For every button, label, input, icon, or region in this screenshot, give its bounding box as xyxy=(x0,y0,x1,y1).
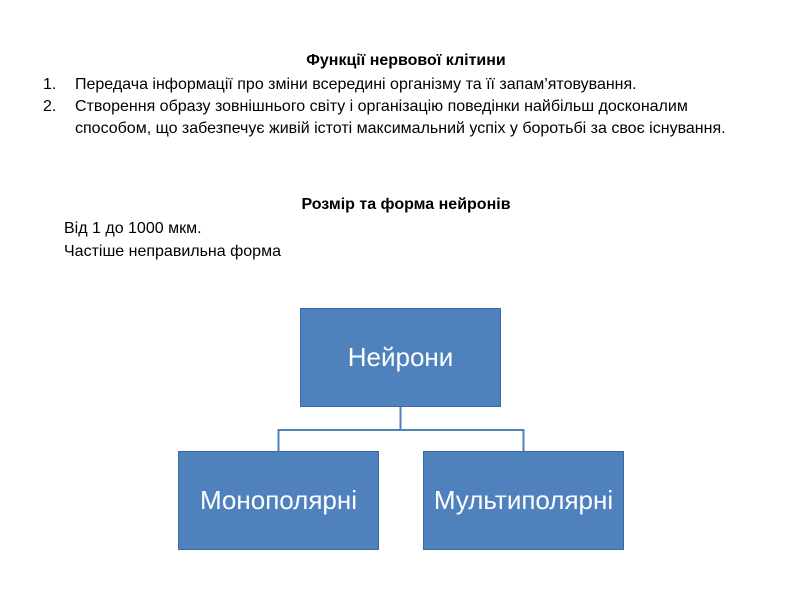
node-multipolar: Мультиполярні xyxy=(423,451,624,550)
node-neurons: Нейрони xyxy=(300,308,501,407)
function-text: Створення образу зовнішнього світу і організацію поведінки найбільш досконалим способом, що забезпечує живій істоті максимальний успіх у боротьбі за своє існування. xyxy=(75,98,726,137)
function-text: Передача інформації про зміни всередині організму та її запам’ятовування. xyxy=(75,76,637,93)
function-number: 2. xyxy=(43,98,57,115)
node-monopolar: Монополярні xyxy=(178,451,379,550)
shape-text: Частіше неправильна форма xyxy=(64,243,281,260)
functions-heading: Функції нервової клітини xyxy=(306,52,506,69)
size-heading: Розмір та форма нейронів xyxy=(301,196,511,213)
function-number: 1. xyxy=(43,76,57,93)
size-range-text: Від 1 до 1000 мкм. xyxy=(64,220,202,237)
